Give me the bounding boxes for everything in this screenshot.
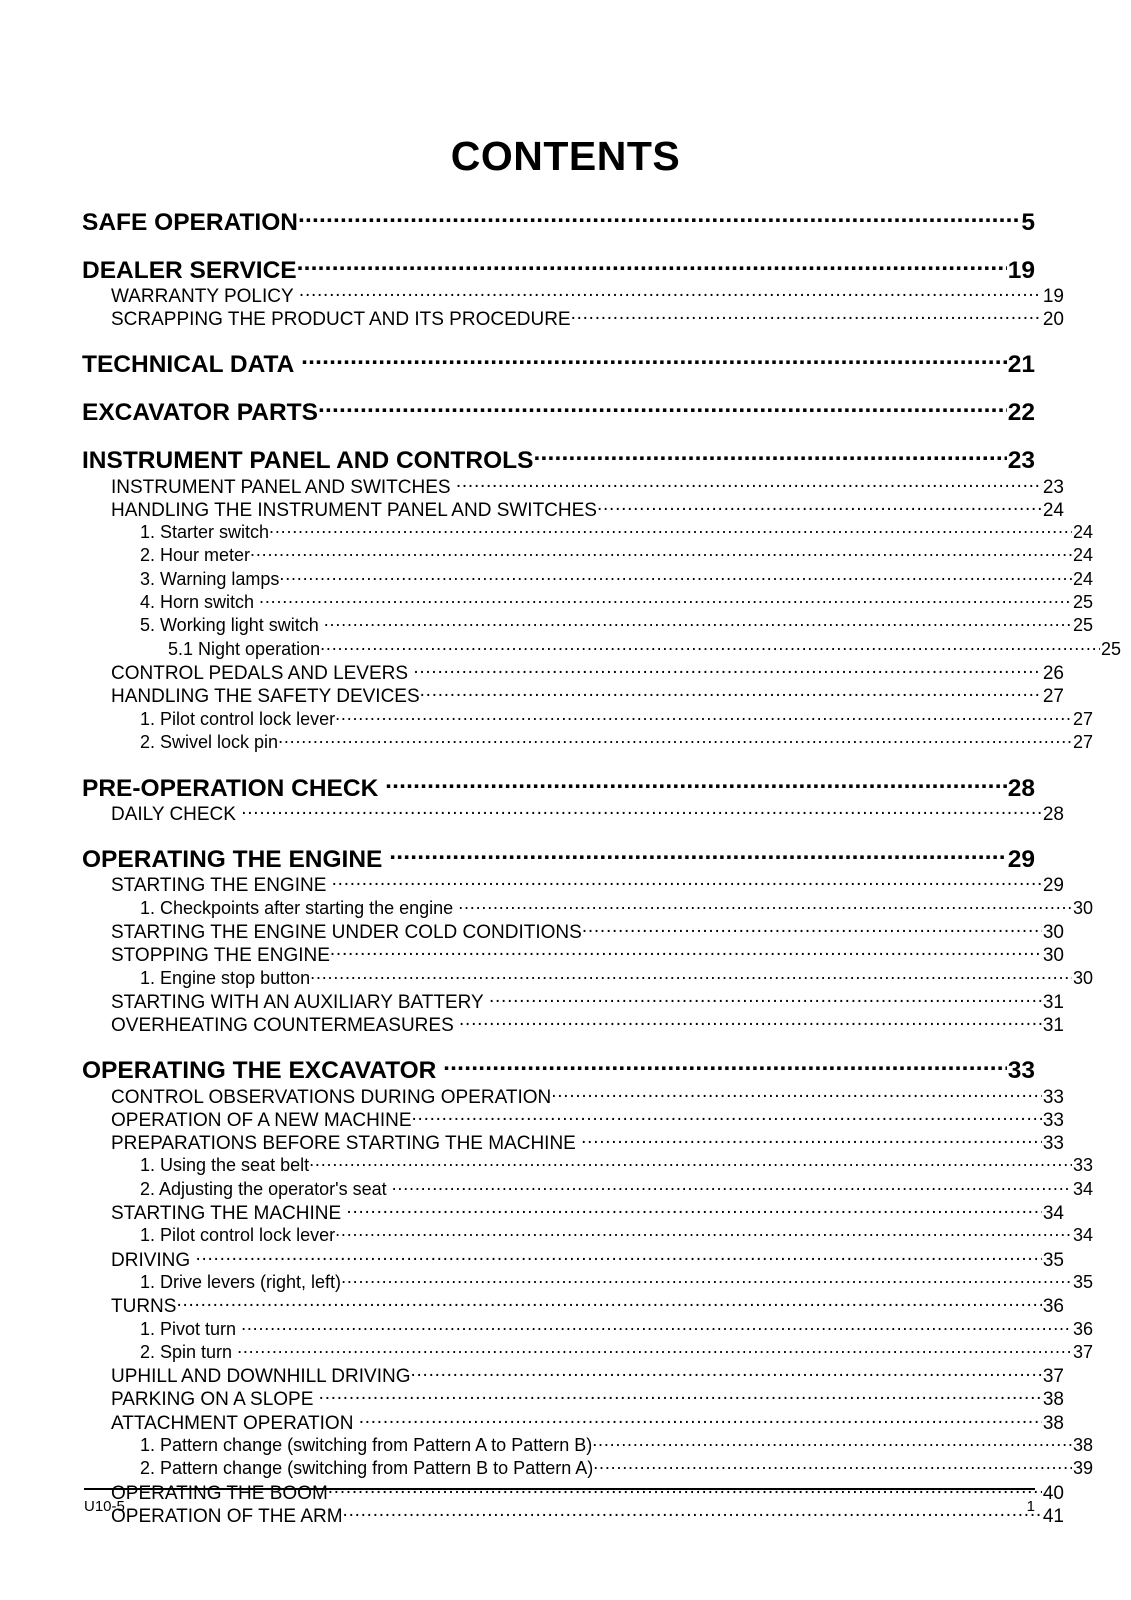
toc-entry-page-number: 30: [1072, 967, 1093, 988]
toc-entry-page-number: 27: [1042, 686, 1064, 708]
toc-entry[interactable]: [140, 1177, 1093, 1200]
toc-entry-page-number: 26: [1042, 662, 1064, 684]
toc-entry-label: 5.1 Night operation: [168, 638, 321, 659]
toc-entry-page-number: 33: [1042, 1133, 1064, 1155]
toc-entry[interactable]: [111, 1293, 1064, 1316]
toc-leader-dots: [269, 520, 1072, 538]
toc-entry[interactable]: [140, 1270, 1093, 1293]
toc-entry-label: DEALER SERVICE: [82, 256, 297, 284]
toc-entry[interactable]: [111, 1084, 1064, 1107]
toc-entry[interactable]: [111, 1247, 1064, 1270]
toc-entry-label: SCRAPPING THE PRODUCT AND ITS PROCEDURE: [111, 309, 571, 331]
toc-entry[interactable]: [82, 253, 1035, 283]
toc-leader-dots: [250, 543, 1072, 561]
toc-entry-page-number: 23: [1042, 476, 1064, 498]
toc-entry-label: CONTROL OBSERVATIONS DURING OPERATION: [111, 1086, 552, 1108]
toc-entry-label: DRIVING: [111, 1249, 196, 1271]
toc-entry-page-number: 25: [1072, 592, 1093, 613]
toc-entry[interactable]: [140, 613, 1093, 636]
toc-leader-dots: [299, 283, 1042, 302]
toc-entry-page-number: 33: [1072, 1155, 1093, 1176]
toc-entry-label: 1. Engine stop button: [140, 967, 311, 988]
toc-entry-label: 5. Working light switch: [140, 615, 324, 636]
toc-entry[interactable]: [82, 205, 1035, 235]
toc-entry-label: 2. Swivel lock pin: [140, 731, 279, 752]
toc-entry-label: OPERATION OF THE ARM: [111, 1505, 343, 1527]
page-title: CONTENTS: [450, 133, 681, 179]
table-of-contents: [82, 205, 1121, 1527]
toc-leader-dots: [278, 730, 1072, 748]
toc-entry[interactable]: [111, 1130, 1064, 1153]
toc-entry-page-number: 28: [1042, 804, 1064, 826]
toc-entry-page-number: 29: [1042, 875, 1064, 897]
toc-entry[interactable]: [82, 348, 1035, 378]
toc-entry-page-number: 41: [1042, 1505, 1064, 1527]
toc-leader-dots: [458, 896, 1072, 914]
toc-entry-label: OPERATING THE ENGINE: [82, 845, 390, 873]
toc-entry-label: 1. Pivot turn: [140, 1318, 242, 1339]
toc-entry-label: 1. Drive levers (right, left): [140, 1271, 342, 1292]
toc-entry[interactable]: [140, 1317, 1093, 1340]
toc-leader-dots: [237, 1340, 1072, 1358]
toc-entry-page-number: 37: [1072, 1341, 1093, 1362]
footer-divider: [84, 1488, 1035, 1490]
toc-entry-label: 3. Warning lamps: [140, 568, 280, 589]
toc-entry[interactable]: [140, 1340, 1093, 1363]
toc-entry-page-number: 31: [1042, 991, 1064, 1013]
toc-leader-dots: [176, 1293, 1041, 1312]
toc-leader-dots: [412, 1107, 1042, 1126]
toc-entry-page-number: 20: [1042, 309, 1064, 331]
toc-entry-label: 2. Adjusting the operator's seat: [140, 1178, 392, 1199]
toc-entry-page-number: 24: [1072, 568, 1093, 589]
toc-entry[interactable]: [111, 1012, 1064, 1035]
toc-entry-page-number: 36: [1042, 1296, 1064, 1318]
toc-leader-dots: [341, 1270, 1072, 1288]
toc-entry[interactable]: [111, 1386, 1064, 1409]
toc-entry[interactable]: [140, 1223, 1093, 1246]
toc-entry-page-number: 5: [1021, 208, 1035, 236]
toc-entry[interactable]: [111, 306, 1064, 329]
toc-entry-page-number: 25: [1100, 638, 1121, 659]
toc-entry[interactable]: [140, 1433, 1093, 1456]
toc-leader-dots: [310, 966, 1072, 984]
toc-entry-page-number: 38: [1072, 1434, 1093, 1455]
toc-entry-label: HANDLING THE INSTRUMENT PANEL AND SWITCHES: [111, 499, 597, 521]
toc-entry-label: HANDLING THE SAFETY DEVICES: [111, 686, 420, 708]
toc-leader-dots: [335, 1223, 1072, 1241]
toc-leader-dots: [319, 1386, 1042, 1405]
toc-entry[interactable]: [111, 283, 1064, 306]
toc-entry-label: 2. Pattern change (switching from Pattern B to Pattern A): [140, 1458, 594, 1479]
toc-entry[interactable]: [140, 520, 1093, 543]
toc-leader-dots: [456, 474, 1042, 493]
toc-entry-page-number: 21: [1007, 351, 1035, 379]
toc-entry-page-number: 30: [1042, 922, 1064, 944]
toc-entry-label: INSTRUMENT PANEL AND CONTROLS: [82, 447, 534, 475]
toc-entry-page-number: 33: [1042, 1109, 1064, 1131]
toc-entry-page-number: 24: [1072, 545, 1093, 566]
toc-entry[interactable]: [140, 1153, 1093, 1176]
toc-entry-label: TURNS: [111, 1296, 177, 1318]
toc-entry-page-number: 34: [1072, 1178, 1093, 1199]
toc-entry-label: SAFE OPERATION: [82, 208, 298, 236]
toc-entry[interactable]: [140, 590, 1093, 613]
toc-leader-dots: [309, 1153, 1072, 1171]
toc-entry[interactable]: [111, 989, 1064, 1012]
toc-entry[interactable]: [140, 730, 1093, 753]
toc-entry-page-number: 28: [1007, 774, 1035, 802]
toc-entry-page-number: 25: [1072, 615, 1093, 636]
toc-leader-dots: [593, 1456, 1072, 1474]
toc-entry-page-number: 19: [1042, 286, 1064, 307]
toc-leader-dots: [359, 1410, 1042, 1429]
toc-entry[interactable]: [82, 396, 1035, 426]
toc-entry[interactable]: [111, 683, 1064, 706]
toc-entry-label: STARTING THE ENGINE: [111, 875, 332, 897]
toc-entry-label: EXCAVATOR PARTS: [82, 399, 318, 427]
toc-entry-page-number: 27: [1072, 731, 1093, 752]
toc-entry-page-number: 39: [1072, 1458, 1093, 1479]
toc-entry-label: CONTROL PEDALS AND LEVERS: [111, 662, 414, 684]
toc-entry-label: PRE-OPERATION CHECK: [82, 774, 386, 802]
toc-entry-page-number: 38: [1042, 1389, 1064, 1411]
toc-leader-dots: [597, 497, 1042, 516]
toc-leader-dots: [195, 1247, 1041, 1266]
toc-entry-label: 1. Pilot control lock lever: [140, 708, 336, 729]
toc-leader-dots: [392, 1177, 1072, 1195]
toc-entry[interactable]: [111, 1200, 1064, 1223]
toc-entry-label: OPERATION OF A NEW MACHINE: [111, 1109, 412, 1131]
toc-entry-label: STARTING THE ENGINE UNDER COLD CONDITIONS: [111, 922, 582, 944]
toc-entry-page-number: 24: [1072, 522, 1093, 543]
toc-entry-label: OVERHEATING COUNTERMEASURES: [111, 1015, 460, 1037]
toc-leader-dots: [301, 348, 1007, 373]
toc-entry-label: DAILY CHECK: [111, 804, 242, 826]
toc-entry[interactable]: [82, 842, 1035, 872]
page-footer: [84, 1498, 1035, 1515]
toc-leader-dots: [592, 1433, 1072, 1451]
toc-entry-label: STARTING WITH AN AUXILIARY BATTERY: [111, 991, 489, 1013]
toc-entry-label: 4. Horn switch: [140, 592, 260, 613]
toc-leader-dots: [489, 989, 1042, 1008]
toc-entry[interactable]: [111, 872, 1064, 895]
toc-leader-dots: [582, 919, 1042, 938]
toc-entry[interactable]: [111, 660, 1064, 683]
toc-entry-page-number: 33: [1007, 1057, 1035, 1085]
toc-entry-label: OPERATING THE BOOM: [111, 1482, 328, 1504]
toc-entry[interactable]: [140, 966, 1093, 989]
toc-leader-dots: [410, 1363, 1041, 1382]
toc-entry-label: STOPPING THE ENGINE: [111, 945, 330, 967]
toc-leader-dots: [581, 1130, 1042, 1149]
toc-entry-page-number: 22: [1007, 399, 1035, 427]
toc-leader-dots: [420, 683, 1042, 702]
toc-leader-dots: [320, 637, 1100, 655]
toc-entry[interactable]: [140, 1456, 1093, 1479]
toc-entry-label: ATTACHMENT OPERATION: [111, 1412, 359, 1434]
toc-entry-label: 1. Pattern change (switching from Pattern A to Pattern B): [140, 1434, 593, 1455]
toc-leader-dots: [551, 1084, 1042, 1103]
toc-entry[interactable]: [168, 637, 1121, 660]
toc-entry[interactable]: [82, 1054, 1035, 1084]
toc-entry-page-number: 33: [1042, 1086, 1064, 1108]
toc-entry[interactable]: [111, 1363, 1064, 1386]
toc-leader-dots: [259, 590, 1072, 608]
toc-entry-page-number: 35: [1072, 1271, 1093, 1292]
footer-page-number: 1: [1026, 1498, 1035, 1515]
toc-entry-page-number: 19: [1007, 256, 1035, 284]
toc-entry-label: 1. Using the seat belt: [140, 1155, 310, 1176]
toc-entry-label: PARKING ON A SLOPE: [111, 1389, 319, 1411]
toc-entry[interactable]: [82, 444, 1035, 474]
toc-entry[interactable]: [140, 567, 1093, 590]
toc-entry-page-number: 29: [1007, 845, 1035, 873]
toc-entry-page-number: 35: [1042, 1249, 1064, 1271]
toc-entry-label: PREPARATIONS BEFORE STARTING THE MACHINE: [111, 1133, 582, 1155]
toc-entry-page-number: 34: [1072, 1225, 1093, 1246]
toc-entry[interactable]: [111, 1410, 1064, 1433]
toc-leader-dots: [298, 205, 1020, 230]
toc-leader-dots: [443, 1054, 1007, 1079]
toc-entry-label: 1. Pilot control lock lever: [140, 1225, 336, 1246]
toc-entry-label: UPHILL AND DOWNHILL DRIVING: [111, 1366, 411, 1388]
toc-entry-page-number: 30: [1072, 897, 1093, 918]
toc-leader-dots: [279, 567, 1072, 585]
toc-entry-label: STARTING THE MACHINE: [111, 1203, 347, 1225]
toc-leader-dots: [459, 1012, 1042, 1031]
toc-leader-dots: [571, 306, 1042, 325]
toc-leader-dots: [297, 253, 1007, 278]
toc-leader-dots: [346, 1200, 1041, 1219]
toc-entry-page-number: 37: [1042, 1366, 1064, 1388]
toc-entry[interactable]: [140, 707, 1093, 730]
toc-entry-label: 2. Spin turn: [140, 1341, 238, 1362]
toc-entry[interactable]: [111, 497, 1064, 520]
toc-entry-label: OPERATING THE EXCAVATOR: [82, 1057, 444, 1085]
toc-leader-dots: [533, 444, 1006, 469]
toc-entry[interactable]: [140, 543, 1093, 566]
toc-leader-dots: [385, 771, 1007, 796]
toc-leader-dots: [324, 613, 1072, 631]
footer-model-code: U10-5: [84, 1498, 125, 1515]
toc-entry-page-number: 36: [1072, 1318, 1093, 1339]
toc-entry-page-number: 34: [1042, 1203, 1064, 1225]
toc-entry-page-number: 38: [1042, 1412, 1064, 1434]
toc-entry-label: 2. Hour meter: [140, 545, 251, 566]
toc-entry[interactable]: [111, 474, 1064, 497]
toc-entry-label: 1. Starter switch: [140, 522, 270, 543]
toc-entry-page-number: 31: [1042, 1015, 1064, 1037]
toc-entry-page-number: 30: [1042, 945, 1064, 967]
toc-leader-dots: [332, 872, 1042, 891]
toc-entry-page-number: 40: [1042, 1482, 1064, 1504]
toc-entry-page-number: 23: [1007, 447, 1035, 475]
toc-entry-label: WARRANTY POLICY: [111, 286, 299, 307]
toc-leader-dots: [413, 660, 1042, 679]
toc-entry[interactable]: [111, 801, 1064, 824]
toc-leader-dots: [241, 801, 1042, 820]
toc-entry[interactable]: [111, 919, 1064, 942]
toc-leader-dots: [389, 842, 1007, 867]
toc-entry[interactable]: [111, 1107, 1064, 1130]
toc-leader-dots: [335, 707, 1072, 725]
toc-leader-dots: [241, 1317, 1072, 1335]
toc-leader-dots: [318, 396, 1007, 421]
toc-entry[interactable]: [140, 896, 1093, 919]
toc-entry-label: INSTRUMENT PANEL AND SWITCHES: [111, 476, 456, 498]
toc-entry-page-number: 24: [1042, 499, 1064, 521]
toc-entry[interactable]: [82, 771, 1035, 801]
toc-entry-label: 1. Checkpoints after starting the engine: [140, 897, 459, 918]
toc-leader-dots: [330, 942, 1042, 961]
toc-entry[interactable]: [111, 942, 1064, 965]
toc-entry-label: TECHNICAL DATA: [82, 351, 302, 379]
toc-entry-page-number: 27: [1072, 708, 1093, 729]
